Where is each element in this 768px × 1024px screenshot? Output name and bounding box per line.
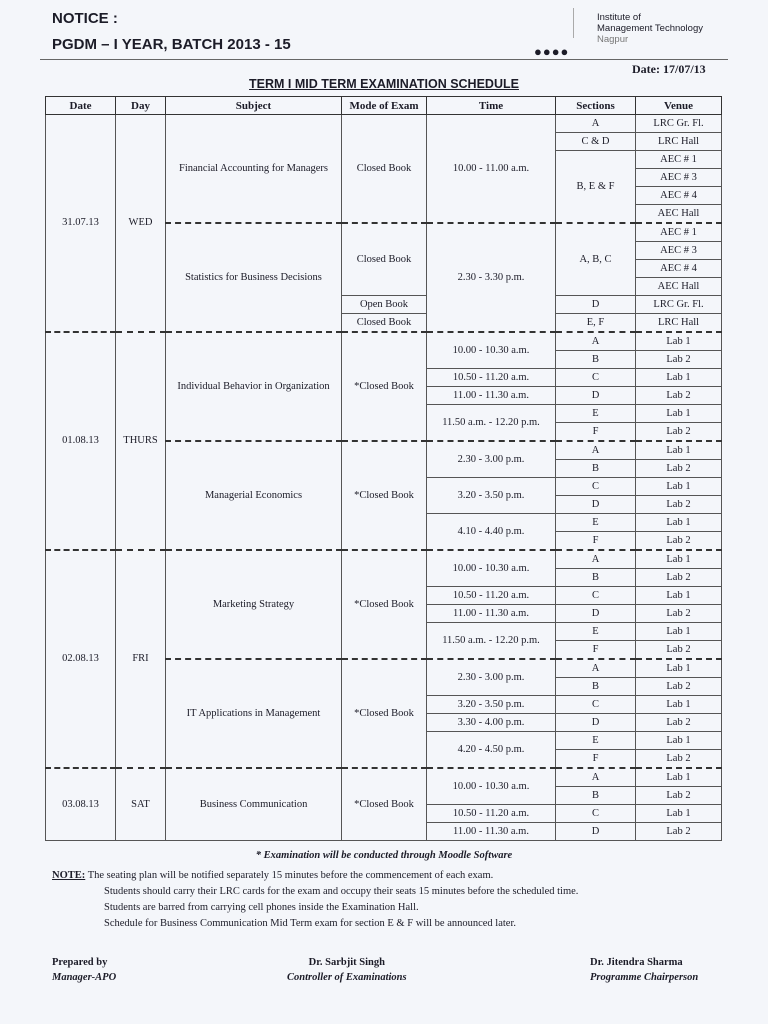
- day-cell: FRI: [116, 550, 166, 768]
- table-header-row: [46, 97, 722, 115]
- venue-cell: Lab 2: [636, 823, 722, 841]
- venue-cell: Lab 2: [636, 641, 722, 660]
- venue-cell: Lab 1: [636, 550, 722, 569]
- date-cell: 03.08.13: [46, 768, 116, 841]
- col-date: Date: [46, 97, 116, 115]
- mode-cell: Closed Book: [342, 115, 427, 224]
- decorative-dots-icon: ●●●●: [534, 44, 570, 59]
- venue-cell: AEC Hall: [636, 278, 722, 296]
- time-cell: 2.30 - 3.00 p.m.: [427, 659, 556, 696]
- date-cell: 01.08.13: [46, 332, 116, 550]
- venue-cell: Lab 2: [636, 387, 722, 405]
- section-cell: D: [556, 605, 636, 623]
- venue-cell: Lab 1: [636, 332, 722, 351]
- note-label: NOTE:: [52, 870, 86, 881]
- section-cell: A: [556, 659, 636, 678]
- venue-cell: Lab 1: [636, 369, 722, 387]
- venue-cell: AEC # 4: [636, 187, 722, 205]
- time-cell: 2.30 - 3.00 p.m.: [427, 441, 556, 478]
- time-cell: 10.00 - 11.00 a.m.: [427, 115, 556, 224]
- venue-cell: Lab 1: [636, 478, 722, 496]
- venue-cell: AEC Hall: [636, 205, 722, 224]
- batch-heading: PGDM – I YEAR, BATCH 2013 - 15: [52, 36, 291, 53]
- venue-cell: Lab 1: [636, 805, 722, 823]
- mode-cell: Closed Book: [342, 314, 427, 333]
- notes-block: [52, 868, 578, 932]
- section-cell: E: [556, 732, 636, 750]
- time-cell: 4.20 - 4.50 p.m.: [427, 732, 556, 769]
- section-cell: D: [556, 387, 636, 405]
- date-cell: 02.08.13: [46, 550, 116, 768]
- time-cell: 11.50 a.m. - 12.20 p.m.: [427, 623, 556, 660]
- section-cell: D: [556, 496, 636, 514]
- notice-heading: NOTICE :: [52, 10, 118, 27]
- table-row: [46, 115, 722, 133]
- schedule-title: TERM I MID TERM EXAMINATION SCHEDULE: [249, 77, 519, 91]
- venue-cell: Lab 1: [636, 623, 722, 641]
- section-cell: F: [556, 641, 636, 660]
- venue-cell: Lab 2: [636, 605, 722, 623]
- subject-cell: Individual Behavior in Organization: [166, 332, 342, 441]
- time-cell: 10.50 - 11.20 a.m.: [427, 369, 556, 387]
- table-row: [46, 768, 722, 787]
- time-cell: 11.50 a.m. - 12.20 p.m.: [427, 405, 556, 442]
- time-cell: 10.50 - 11.20 a.m.: [427, 805, 556, 823]
- institute-name: Institute of Management Technology Nagpur: [597, 12, 703, 45]
- notice-date: Date: 17/07/13: [632, 62, 706, 76]
- signature-block-chairperson: Dr. Jitendra Sharma Programme Chairperson: [590, 957, 699, 983]
- venue-cell: AEC # 1: [636, 223, 722, 242]
- section-cell: C: [556, 805, 636, 823]
- section-cell: E: [556, 405, 636, 423]
- section-cell: C: [556, 696, 636, 714]
- venue-cell: Lab 1: [636, 732, 722, 750]
- venue-cell: LRC Hall: [636, 133, 722, 151]
- day-cell: THURS: [116, 332, 166, 550]
- venue-cell: AEC # 3: [636, 242, 722, 260]
- section-cell: E: [556, 623, 636, 641]
- section-cell: A: [556, 441, 636, 460]
- subject-cell: Business Communication: [166, 768, 342, 841]
- section-cell: B, E & F: [556, 151, 636, 224]
- venue-cell: Lab 2: [636, 750, 722, 769]
- venue-cell: LRC Gr. Fl.: [636, 296, 722, 314]
- section-cell: B: [556, 787, 636, 805]
- venue-cell: Lab 1: [636, 587, 722, 605]
- col-venue: Venue: [636, 97, 722, 115]
- venue-cell: Lab 1: [636, 514, 722, 532]
- col-sections: Sections: [556, 97, 636, 115]
- time-cell: 4.10 - 4.40 p.m.: [427, 514, 556, 551]
- section-cell: F: [556, 532, 636, 551]
- venue-cell: Lab 2: [636, 678, 722, 696]
- col-subject: Subject: [166, 97, 342, 115]
- section-cell: B: [556, 678, 636, 696]
- section-cell: A: [556, 768, 636, 787]
- venue-cell: Lab 1: [636, 696, 722, 714]
- note-line: Students should carry their LRC cards for the exam and occupy their seats 15 minutes before the scheduled time.: [104, 886, 579, 897]
- venue-cell: AEC # 1: [636, 151, 722, 169]
- note-line: Schedule for Business Communication Mid Term exam for section E & F will be announced later.: [104, 918, 516, 929]
- time-cell: 11.00 - 11.30 a.m.: [427, 823, 556, 841]
- section-cell: A: [556, 115, 636, 133]
- section-cell: A, B, C: [556, 223, 636, 296]
- day-cell: WED: [116, 115, 166, 333]
- venue-cell: Lab 2: [636, 460, 722, 478]
- time-cell: 11.00 - 11.30 a.m.: [427, 605, 556, 623]
- section-cell: D: [556, 714, 636, 732]
- venue-cell: Lab 2: [636, 351, 722, 369]
- subject-cell: IT Applications in Management: [166, 659, 342, 768]
- section-cell: E, F: [556, 314, 636, 333]
- venue-cell: AEC # 3: [636, 169, 722, 187]
- header-divider: [40, 59, 728, 60]
- time-cell: 10.00 - 10.30 a.m.: [427, 332, 556, 369]
- venue-cell: Lab 2: [636, 496, 722, 514]
- venue-cell: Lab 1: [636, 405, 722, 423]
- note-line: Students are barred from carrying cell phones inside the Examination Hall.: [104, 902, 419, 913]
- section-cell: A: [556, 550, 636, 569]
- section-cell: D: [556, 823, 636, 841]
- section-cell: D: [556, 296, 636, 314]
- time-cell: 10.50 - 11.20 a.m.: [427, 587, 556, 605]
- subject-cell: Financial Accounting for Managers: [166, 115, 342, 224]
- moodle-note: * Examination will be conducted through Moodle Software: [255, 850, 513, 861]
- mode-cell: *Closed Book: [342, 550, 427, 659]
- mode-cell: *Closed Book: [342, 659, 427, 768]
- section-cell: B: [556, 351, 636, 369]
- venue-cell: Lab 2: [636, 787, 722, 805]
- exam-schedule-table: [45, 96, 722, 841]
- subject-cell: Statistics for Business Decisions: [166, 223, 342, 332]
- venue-cell: AEC # 4: [636, 260, 722, 278]
- date-cell: 31.07.13: [46, 115, 116, 333]
- venue-cell: LRC Hall: [636, 314, 722, 333]
- time-cell: 2.30 - 3.30 p.m.: [427, 223, 556, 332]
- venue-cell: LRC Gr. Fl.: [636, 115, 722, 133]
- col-time: Time: [427, 97, 556, 115]
- signature-block-prepared: Prepared by Manager-APO: [52, 957, 117, 983]
- time-cell: 3.30 - 4.00 p.m.: [427, 714, 556, 732]
- venue-cell: Lab 2: [636, 569, 722, 587]
- table-row: [46, 550, 722, 569]
- venue-cell: Lab 2: [636, 532, 722, 551]
- venue-cell: Lab 2: [636, 423, 722, 442]
- time-cell: 11.00 - 11.30 a.m.: [427, 387, 556, 405]
- institute-logo-icon: [573, 8, 590, 38]
- venue-cell: Lab 1: [636, 768, 722, 787]
- day-cell: SAT: [116, 768, 166, 841]
- section-cell: C & D: [556, 133, 636, 151]
- section-cell: A: [556, 332, 636, 351]
- section-cell: E: [556, 514, 636, 532]
- table-row: [46, 332, 722, 351]
- mode-cell: *Closed Book: [342, 332, 427, 441]
- signature-block-controller: Dr. Sarbjit Singh Controller of Examinations: [287, 957, 407, 983]
- section-cell: C: [556, 478, 636, 496]
- section-cell: B: [556, 569, 636, 587]
- section-cell: C: [556, 369, 636, 387]
- section-cell: B: [556, 460, 636, 478]
- mode-cell: *Closed Book: [342, 768, 427, 841]
- time-cell: 10.00 - 10.30 a.m.: [427, 550, 556, 587]
- mode-cell: Open Book: [342, 296, 427, 314]
- subject-cell: Marketing Strategy: [166, 550, 342, 659]
- venue-cell: Lab 2: [636, 714, 722, 732]
- note-line: The seating plan will be notified separately 15 minutes before the commencement of each exam.: [87, 870, 494, 881]
- section-cell: C: [556, 587, 636, 605]
- venue-cell: Lab 1: [636, 659, 722, 678]
- mode-cell: Closed Book: [342, 223, 427, 296]
- time-cell: 3.20 - 3.50 p.m.: [427, 478, 556, 514]
- time-cell: 10.00 - 10.30 a.m.: [427, 768, 556, 805]
- subject-cell: Managerial Economics: [166, 441, 342, 550]
- mode-cell: *Closed Book: [342, 441, 427, 550]
- col-mode: Mode of Exam: [342, 97, 427, 115]
- venue-cell: Lab 1: [636, 441, 722, 460]
- time-cell: 3.20 - 3.50 p.m.: [427, 696, 556, 714]
- section-cell: F: [556, 750, 636, 769]
- col-day: Day: [116, 97, 166, 115]
- section-cell: F: [556, 423, 636, 442]
